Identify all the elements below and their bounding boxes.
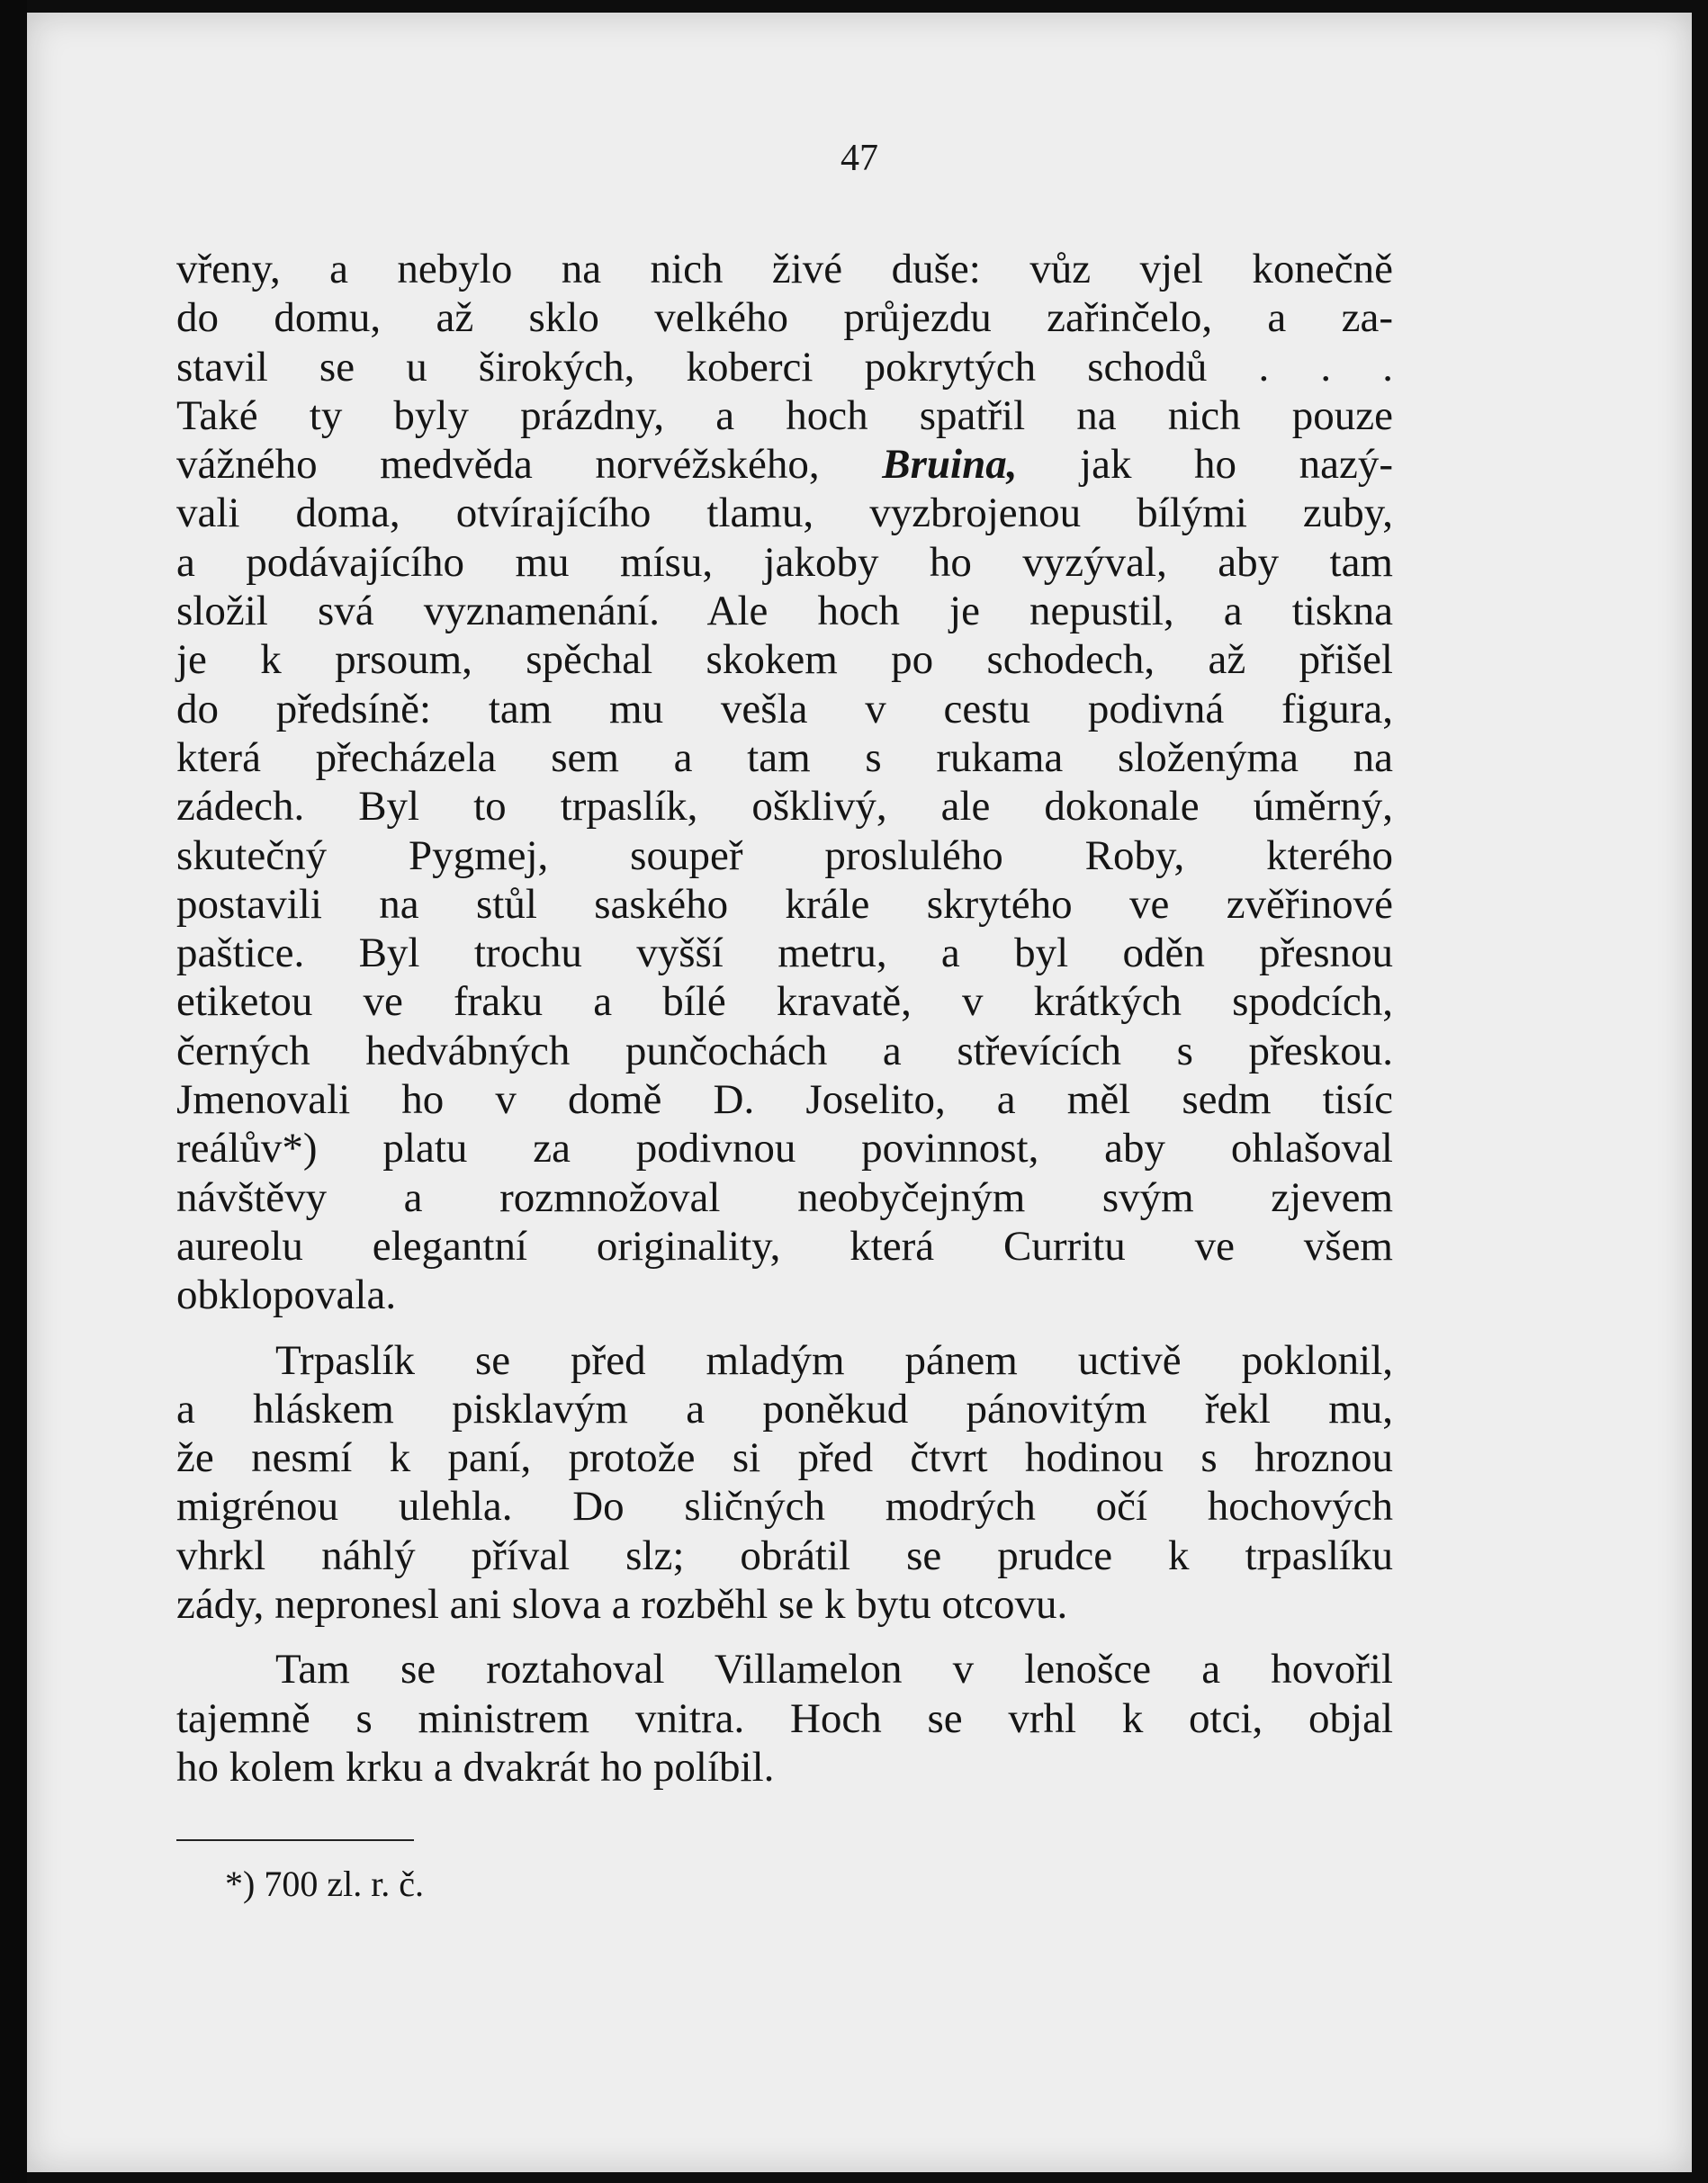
text-line: postavili na stůl saského krále skrytého ve zvěřinové: [176, 880, 1393, 928]
text-line: Tam se roztahoval Villamelon v lenošce a hovořil: [275, 1646, 1393, 1693]
text-line: reálův*) platu za podivnou povinnost, aby ohlašoval: [176, 1125, 1393, 1172]
text-line: že nesmí k paní, protože si před čtvrt hodinou s hroznou: [176, 1434, 1393, 1482]
text-line: návštěvy a rozmnožoval neobyčejným svým zjevem: [176, 1173, 1393, 1221]
footnote: *) 700 zl. r. č.: [225, 1864, 425, 1904]
text-line: vhrkl náhlý příval slz; obrátil se prudce k trpaslíku: [176, 1532, 1393, 1579]
paragraph: [176, 245, 1393, 1320]
text-line: Také ty byly prázdny, a hoch spatřil na nich pouze: [176, 391, 1393, 439]
body-text: [176, 245, 1393, 1808]
text-line: Trpaslík se před mladým pánem uctivě poklonil,: [275, 1336, 1393, 1384]
text-line: složil svá vyznamenání. Ale hoch je nepustil, a tiskna: [176, 588, 1393, 635]
text-line: obklopovala.: [176, 1271, 397, 1319]
text-line: černých hedvábných punčochách a střevících s přeskou.: [176, 1027, 1393, 1074]
text-line: ho kolem krku a dvakrát ho políbil.: [176, 1743, 775, 1791]
text-line: vali doma, otvírajícího tlamu, vyzbrojenou bílými zuby,: [176, 490, 1393, 537]
text-line: do domu, až sklo velkého průjezdu zařinčelo, a za-: [176, 294, 1393, 342]
text-line: a hláskem pisklavým a poněkud pánovitým řekl mu,: [176, 1385, 1393, 1433]
text-line: aureolu elegantní originality, která Curritu ve všem: [176, 1222, 1393, 1270]
text-line: zádech. Byl to trpaslík, ošklivý, ale dokonale úměrný,: [176, 783, 1393, 831]
text-line: Jmenovali ho v domě D. Joselito, a měl sedm tisíc: [176, 1076, 1393, 1124]
text-line: paštice. Byl trochu vyšší metru, a byl oděn přesnou: [176, 930, 1393, 977]
text-line: která přecházela sem a tam s rukama složenýma na: [176, 733, 1393, 781]
text-line: stavil se u širokých, koberci pokrytých schodů . . .: [176, 343, 1393, 391]
text-line: a podávajícího mu mísu, jakoby ho vyzýval, aby tam: [176, 538, 1393, 586]
paragraph: [176, 1645, 1393, 1792]
text-line: etiketou ve fraku a bílé kravatě, v krátkých spodcích,: [176, 978, 1393, 1026]
text-line: vřeny, a nebylo na nich živé duše: vůz vjel konečně: [176, 246, 1393, 292]
emphasis: Bruina,: [882, 441, 1018, 489]
scan-left-edge: [0, 0, 27, 2183]
footnote-rule: [176, 1839, 414, 1841]
page-number: 47: [841, 138, 878, 179]
paragraph: [176, 1336, 1393, 1630]
text-line: vážného medvěda norvéžského, Bruina, jak ho nazý-: [176, 441, 1393, 489]
text-line: tajemně s ministrem vnitra. Hoch se vrhl k otci, objal: [176, 1694, 1393, 1742]
text-line: migrénou ulehla. Do sličných modrých očí hochových: [176, 1483, 1393, 1531]
text-line: do předsíně: tam mu vešla v cestu podivná figura,: [176, 685, 1393, 732]
text-line: zády, nepronesl ani slova a rozběhl se k bytu otcovu.: [176, 1581, 1068, 1629]
book-page: [27, 13, 1692, 2172]
text-line: je k prsoum, spěchal skokem po schodech, až přišel: [176, 636, 1393, 684]
text-line: skutečný Pygmej, soupeř proslulého Roby, kterého: [176, 831, 1393, 879]
